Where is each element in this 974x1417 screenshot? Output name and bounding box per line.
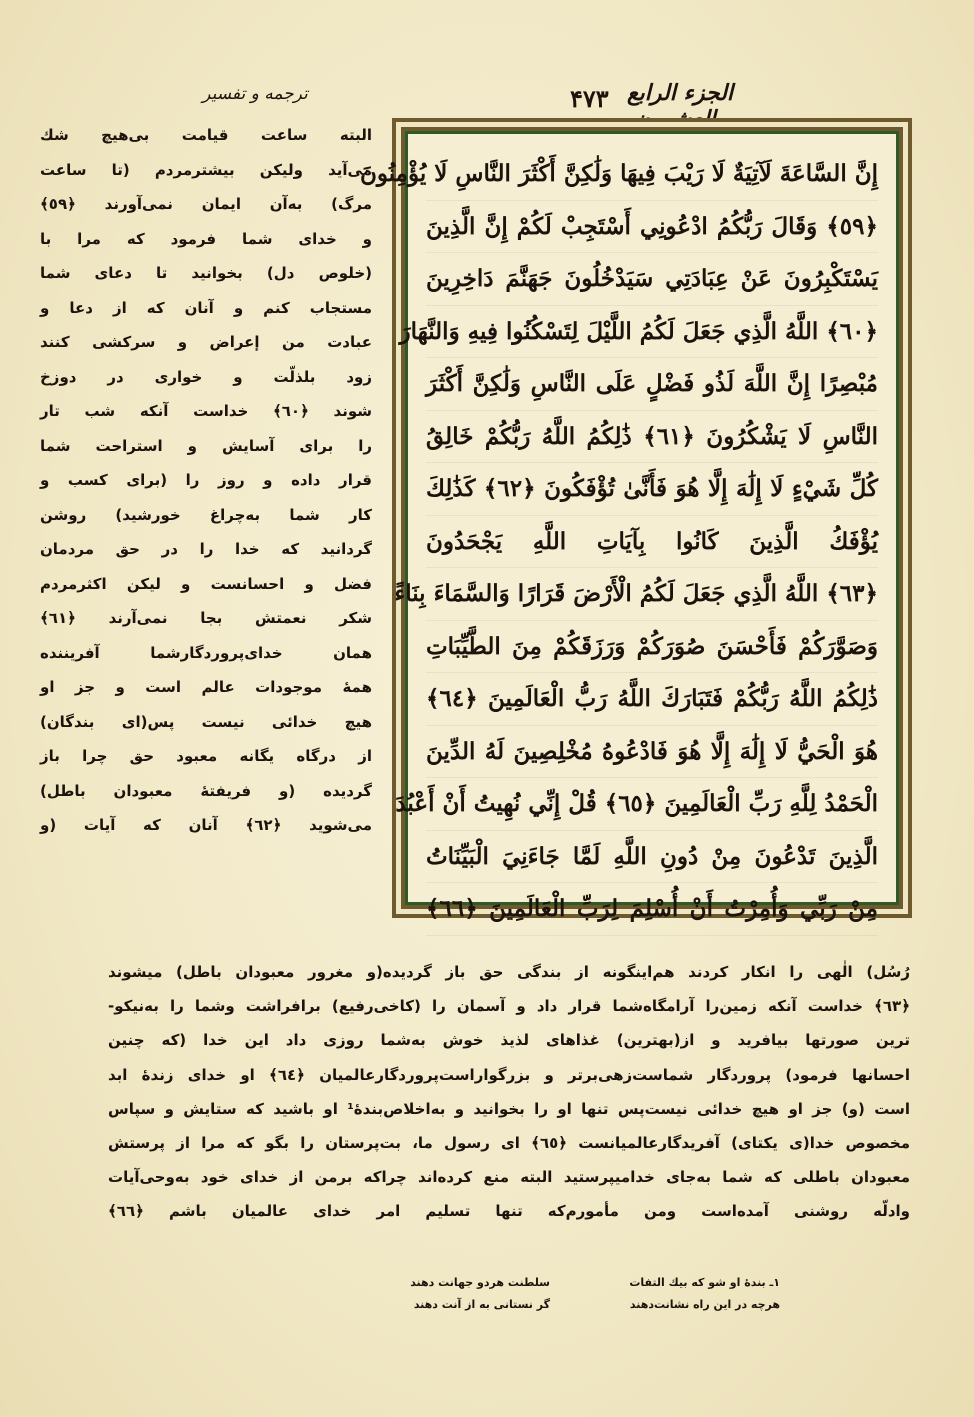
arabic-line: ﴿٥٩﴾ وَقَالَ رَبُّكُمُ ادْعُونِي أَسْتَجِبْ لَكُمْ إِنَّ الَّذِينَ xyxy=(426,201,878,254)
translation-line: شوند ﴿٦٠﴾ خداست آنکه شب تار xyxy=(40,402,372,420)
page-number: ۴۷۳ xyxy=(570,84,609,113)
arabic-line: الَّذِينَ تَدْعُونَ مِنْ دُونِ اللَّهِ لَمَّا جَاءَنِيَ الْبَيِّنَاتُ xyxy=(426,831,878,884)
footnote-right xyxy=(580,1272,780,1316)
juz-title: الجزء الرابع xyxy=(626,80,734,106)
quran-frame xyxy=(359,118,912,922)
footnote-line: سلطنت هردو جهانت دهند xyxy=(410,1276,550,1289)
translation-line: همان خدای‌پروردگارشما آفریننده xyxy=(40,643,372,662)
arabic-line: يُؤْفَكُ الَّذِينَ كَانُوا بِآيَاتِ اللَّهِ يَجْحَدُونَ xyxy=(426,516,878,569)
arabic-text xyxy=(359,148,878,936)
translation-line: مرگ) به‌آن ایمان نمی‌آورند ﴿٥٩﴾ xyxy=(40,195,372,213)
page-header xyxy=(170,78,770,118)
footnote-left xyxy=(350,1272,550,1316)
arabic-line: النَّاسِ لَا يَشْكُرُونَ ﴿٦١﴾ ذَٰلِكُمُ اللَّهُ رَبُّكُمْ خَالِقُ xyxy=(426,411,878,464)
footnote-line: گر نستانی به از آنت دهند xyxy=(413,1298,550,1311)
arabic-line: إِنَّ السَّاعَةَ لَآتِيَةٌ لَا رَيْبَ فِيهَا وَلَٰكِنَّ أَكْثَرَ النَّاسِ لَا يُؤْمِنُونَ xyxy=(426,148,878,201)
translation-line: زود بلذلّت و خواری در دوزخ xyxy=(40,367,372,386)
translation-line: معبودان باطلی که شما به‌جای خدامیپرستید البته منع کرده‌اند چراکه برمن از خدای خود به‌وحی‌آیات xyxy=(108,1168,910,1187)
translation-line: مستجاب کنم و آنان که از دعا و xyxy=(40,298,372,317)
arabic-line: مُبْصِرًا إِنَّ اللَّهَ لَذُو فَضْلٍ عَلَى النَّاسِ وَلَٰكِنَّ أَكْثَرَ xyxy=(426,358,878,411)
arabic-line: كُلِّ شَيْءٍ لَا إِلَٰهَ إِلَّا هُوَ فَأَنَّىٰ تُؤْفَكُونَ ﴿٦٢﴾ كَذَٰلِكَ xyxy=(426,463,878,516)
arabic-line: ﴿٦٣﴾ اللَّهُ الَّذِي جَعَلَ لَكُمُ الْأَرْضَ قَرَارًا وَالسَّمَاءَ بِنَاءً xyxy=(426,568,878,621)
translation-line: است (و) جز او هیچ خدائی نیست‌پس تنها او را بخوانید و به‌اخلاص‌بندهٔ¹ او باشید که ستایش و سپاس xyxy=(108,1099,910,1118)
translation-line: مخصوص خدا(ی یکتای) آفریدگارعالمیانست ﴿٦٥﴾ ای رسول ما، بت‌پرستان را بگو که مرا از پرستش xyxy=(108,1133,910,1152)
translation-line: همهٔ موجودات عالم است و جز او xyxy=(40,678,372,696)
translation-line: فضل و احسانست و لیکن اکثرمردم xyxy=(40,574,372,593)
arabic-line: مِنْ رَبِّي وَأُمِرْتُ أَنْ أُسْلِمَ لِرَبِّ الْعَالَمِينَ ﴿٦٦﴾ xyxy=(426,883,878,936)
translation-line: (خلوص دل) بخوانید تا دعای شما xyxy=(40,264,372,282)
arabic-line: هُوَ الْحَيُّ لَا إِلَٰهَ إِلَّا هُوَ فَادْعُوهُ مُخْلِصِينَ لَهُ الدِّينَ xyxy=(426,726,878,779)
translation-line: می‌شوید ﴿٦٢﴾ آنان که آیات (و xyxy=(40,816,372,834)
translation-line: می‌آید ولیکن بیشترمردم (تا ساعت xyxy=(40,160,372,179)
translation-line: رُسُل) الٰهی را انکار کردند هم‌اینگونه از بندگی حق باز گردیده(و مغرور معبودان باطل) میشوند xyxy=(108,963,910,981)
translation-line: احسانها فرمود) پروردگار شماست‌زهی‌برتر و بزرگواراست‌پروردگارعالمیان ﴿٦٤﴾ او خدای زندهٔ ابد xyxy=(108,1065,911,1084)
translation-line: کار شما به‌چراغ خورشید) روشن xyxy=(40,505,372,524)
translation-line: البته ساعت قیامت بی‌هیچ شك xyxy=(40,126,372,144)
translation-line: گردانید که خدا را در حق مردمان xyxy=(40,540,372,558)
translation-line: هیچ خدائی نیست پس(ای بندگان) xyxy=(40,712,372,731)
translation-line: و خدای شما فرمود که مرا با xyxy=(40,229,372,248)
footnote-line: هرچه در این راه نشانت‌دهند xyxy=(629,1298,780,1311)
arabic-line: وَصَوَّرَكُمْ فَأَحْسَنَ صُوَرَكُمْ وَرَزَقَكُمْ مِنَ الطَّيِّبَاتِ xyxy=(426,621,878,674)
translation-line: گردیده (و فریفتهٔ معبودان باطل) xyxy=(40,781,372,800)
translation-column xyxy=(40,118,372,843)
translation-line: از درگاه یگانه معبود حق چرا باز xyxy=(40,747,372,765)
translation-line: ﴿٦٣﴾ خداست آنکه زمین‌را آرامگاه‌شما قرار داد و آسمان را (کاخی‌رفیع) برافراشت وشما را به‌نیکو- xyxy=(108,997,910,1016)
translation-body xyxy=(108,955,910,1229)
translation-line: وادلّه روشنی آمده‌است ومن مأمورم‌که تنها تسلیم امر خدای عالمیان باشم ﴿٦٦﴾ xyxy=(108,1202,910,1221)
book-title: ترجمه و تفسیر xyxy=(202,84,308,104)
arabic-line: ذَٰلِكُمُ اللَّهُ رَبُّكُمْ فَتَبَارَكَ اللَّهُ رَبُّ الْعَالَمِينَ ﴿٦٤﴾ xyxy=(426,673,878,726)
translation-line: عبادت من إعراض و سرکشی کنند xyxy=(40,333,372,351)
footnote-line: ۱ـ بندهٔ او شو که بیك التفات xyxy=(629,1276,780,1289)
translation-line: ترین صورتها بیافرید و از(بهترین) غذاهای لذیذ خوش به‌شما روزی داد این خدا (که چنین xyxy=(108,1031,910,1050)
translation-line: را برای آسایش و استراحت شما xyxy=(40,436,372,455)
arabic-line: ﴿٦٠﴾ اللَّهُ الَّذِي جَعَلَ لَكُمُ اللَّيْلَ لِتَسْكُنُوا فِيهِ وَالنَّهَارَ xyxy=(426,306,878,359)
arabic-line: يَسْتَكْبِرُونَ عَنْ عِبَادَتِي سَيَدْخُلُونَ جَهَنَّمَ دَاخِرِينَ xyxy=(426,253,878,306)
translation-line: شکر نعمتش بجا نمی‌آرند ﴿٦١﴾ xyxy=(40,609,372,627)
translation-line: قرار داده و روز را (برای کسب و xyxy=(40,471,372,489)
arabic-line: الْحَمْدُ لِلَّهِ رَبِّ الْعَالَمِينَ ﴿٦٥﴾ قُلْ إِنِّي نُهِيتُ أَنْ أَعْبُدَ xyxy=(426,778,878,831)
